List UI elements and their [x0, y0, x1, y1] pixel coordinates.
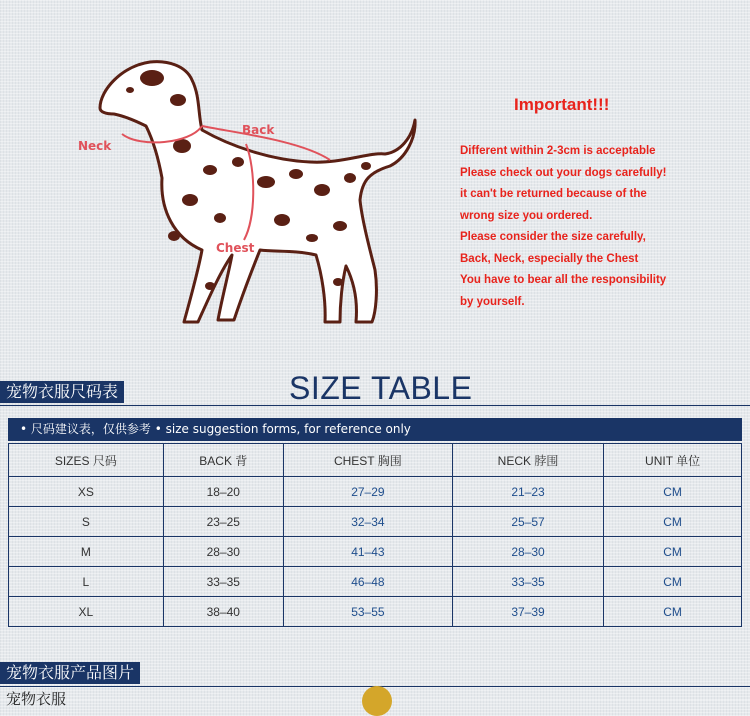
size-table-banner — [8, 418, 742, 441]
size-section-label: 宠物衣服尺码表 — [0, 381, 124, 403]
neck-label: Neck — [78, 139, 112, 153]
dog-silhouette — [100, 62, 415, 322]
notice-line: Different within 2-3cm is acceptable — [460, 145, 656, 157]
cell-back: 23–25 — [163, 507, 283, 537]
cell-size: M — [9, 537, 164, 567]
cell-back: 18–20 — [163, 477, 283, 507]
product-section-label: 宠物衣服产品图片 — [0, 662, 140, 684]
cell-size: L — [9, 567, 164, 597]
cell-chest: 53–55 — [283, 597, 452, 627]
cell-chest: 27–29 — [283, 477, 452, 507]
cell-neck: 37–39 — [452, 597, 603, 627]
cell-size: XL — [9, 597, 164, 627]
table-row — [9, 537, 742, 567]
cell-back: 28–30 — [163, 537, 283, 567]
cell-neck: 28–30 — [452, 537, 603, 567]
notice-line: by yourself. — [460, 295, 525, 308]
cell-size: XS — [9, 477, 164, 507]
table-row — [9, 597, 742, 627]
table-row — [9, 567, 742, 597]
header-sizes: SIZES 尺码 — [9, 444, 164, 477]
cell-neck: 33–35 — [452, 567, 603, 597]
header-neck: NECK 脖围 — [452, 444, 603, 477]
product-thumbnail[interactable] — [362, 686, 392, 716]
dog-measurement-diagram — [70, 50, 430, 340]
cell-unit: CM — [604, 567, 742, 597]
cell-unit: CM — [604, 477, 742, 507]
notice-line: wrong size you ordered. — [460, 209, 593, 222]
header-unit: UNIT 单位 — [604, 444, 742, 477]
cell-unit: CM — [604, 537, 742, 567]
notice-line: it can't be returned because of the — [460, 188, 647, 200]
notice-line: You have to bear all the responsibility — [460, 274, 667, 286]
table-header-row — [9, 444, 742, 477]
cell-neck: 25–57 — [452, 507, 603, 537]
header-back: BACK 背 — [163, 444, 283, 477]
table-row — [9, 477, 742, 507]
banner-en-text: size suggestion forms, for reference only — [165, 422, 411, 436]
cell-size: S — [9, 507, 164, 537]
size-table-title: SIZE TABLE — [289, 370, 473, 406]
product-sub-label: 宠物衣服 — [6, 690, 67, 708]
banner-cn-text: • 尺码建议表，仅供参考 • — [20, 422, 162, 436]
cell-back: 33–35 — [163, 567, 283, 597]
cell-chest: 41–43 — [283, 537, 452, 567]
notice-line: Please check out your dogs carefully! — [460, 166, 667, 179]
size-table — [8, 443, 742, 627]
table-row — [9, 507, 742, 537]
cell-back: 38–40 — [163, 597, 283, 627]
back-label: Back — [242, 123, 275, 137]
cell-neck: 21–23 — [452, 477, 603, 507]
cell-unit: CM — [604, 507, 742, 537]
important-title: Important!!! — [514, 95, 610, 114]
notice-line: Back, Neck, especially the Chest — [460, 252, 639, 265]
cell-unit: CM — [604, 597, 742, 627]
notice-line: Please consider the size carefully, — [460, 231, 646, 243]
header-chest: CHEST 胸围 — [283, 444, 452, 477]
cell-chest: 46–48 — [283, 567, 452, 597]
chest-label: Chest — [216, 241, 255, 255]
important-lines — [460, 141, 666, 313]
cell-chest: 32–34 — [283, 507, 452, 537]
